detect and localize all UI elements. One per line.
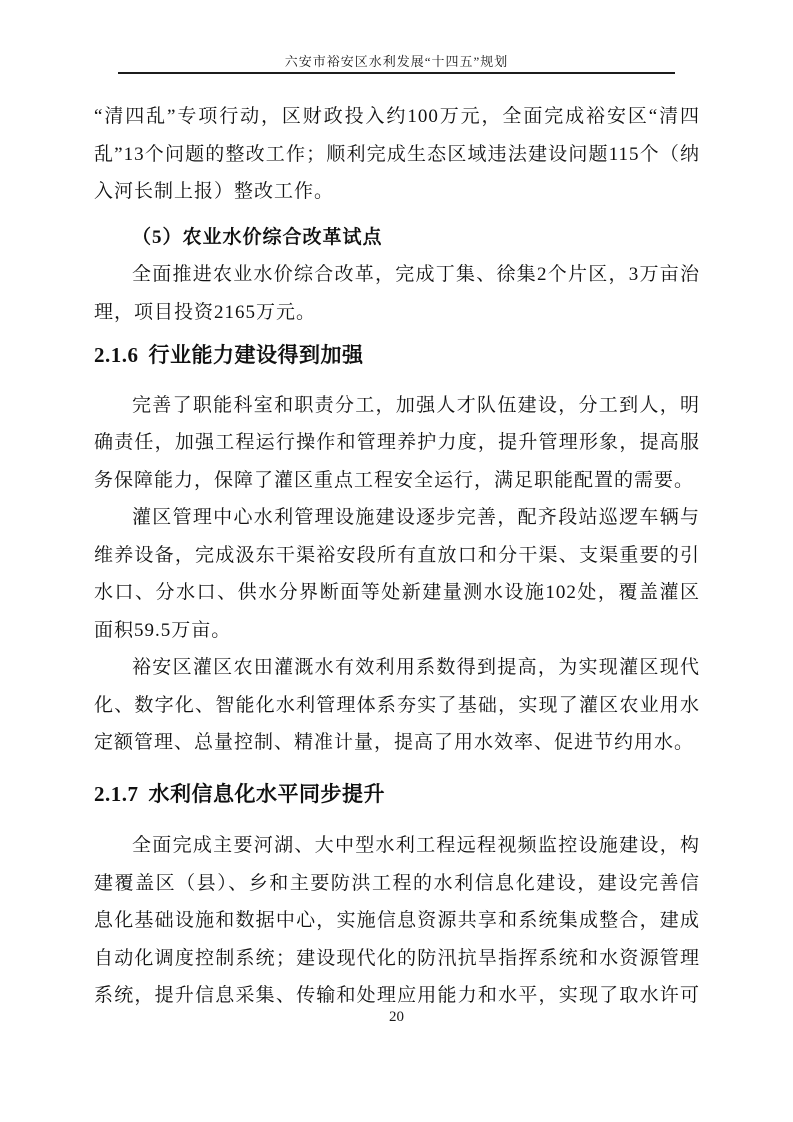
section-title: 行业能力建设得到加强 xyxy=(148,344,364,367)
page-number: 20 xyxy=(389,1009,404,1025)
paragraph-water-efficiency: 裕安区灌区农田灌溉水有效利用系数得到提高，为实现灌区现代化、数字化、智能化水利管理体系夯实了基础，实现了灌区农业用水定额管理、总量控制、精准计量，提高了用水效率、促进节约用水。 xyxy=(94,657,700,753)
subheading-agricultural-water-price: （5）农业水价综合改革试点 xyxy=(132,226,383,248)
paragraph-capacity-building: 完善了职能科室和职责分工，加强人才队伍建设，分工到人，明确责任，加强工程运行操作和管理养护力度，提升管理形象，提高服务保障能力，保障了灌区重点工程安全运行，满足职能配置的需要。 xyxy=(94,394,700,491)
section-heading-2-1-7 xyxy=(94,776,700,814)
section-title: 水利信息化水平同步提升 xyxy=(148,782,385,806)
section-number: 2.1.7 xyxy=(94,781,139,806)
section-number: 2.1.6 xyxy=(94,343,139,367)
section-heading-2-1-6 xyxy=(94,337,700,375)
header-rule xyxy=(118,72,675,74)
paragraph-irrigation-facilities: 灌区管理中心水利管理设施建设逐步完善，配齐段站巡逻车辆与维养设备，完成汲东干渠裕安段所有直放口和分干渠、支渠重要的引水口、分水口、供水分界断面等处新建量测水设施102处，覆盖灌区面积59.5万亩。 xyxy=(94,507,700,641)
paragraph-informatization: 全面完成主要河湖、大中型水利工程远程视频监控设施建设，构建覆盖区（县）、乡和主要防洪工程的水利信息化建设，建设完善信息化基础设施和数据中心，实施信息资源共享和系统集成整合，建成自动化调度控制系统；建设现代化的防汛抗旱指挥系统和水资源管理系统，提升信息采集、传输和处理应用能力和水平，实现了取水许可 xyxy=(94,835,700,1006)
paragraph-continuation: “清四乱”专项行动，区财政投入约100万元，全面完成裕安区“清四乱”13个问题的整改工作；顺利完成生态区域违法建设问题115个（纳入河长制上报）整改工作。 xyxy=(94,106,700,202)
document-body xyxy=(94,98,700,1015)
page-header-title: 六安市裕安区水利发展“十四五”规划 xyxy=(284,54,509,69)
paragraph-water-price-reform: 全面推进农业水价综合改革，完成丁集、徐集2个片区，3万亩治理，项目投资2165万元。 xyxy=(94,264,700,323)
